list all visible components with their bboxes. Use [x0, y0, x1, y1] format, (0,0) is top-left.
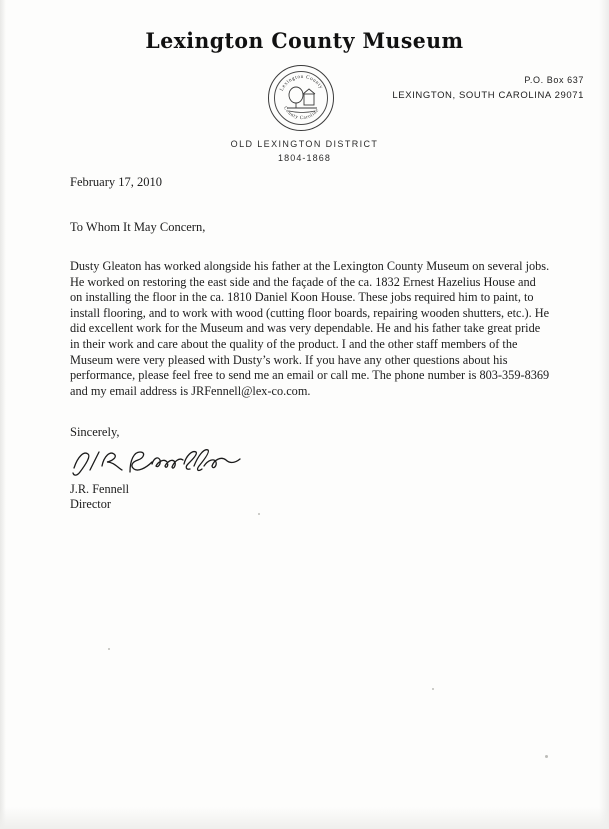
- scan-speck: [258, 513, 260, 515]
- museum-name-title: Lexington County Museum: [145, 28, 464, 53]
- letter-paragraph: Dusty Gleaton has worked alongside his father at the Lexington County Museum on several jobs. He worked on restoring the east side and the façade of the ca. 1832 Ernest Hazelius House and on installing the floor in the ca. 1810 Daniel Koon House. These jobs required him to paint, to install flooring, and to work with wood (cutting floor boards, repairing wooden shutters, etc.). He did excellent work for the Museum and was very dependable. He and his father take great pride in their work and care about the quality of the product. I and the other staff members of the Museum were very pleased with Dusty’s work. If you have any other questions about his performance, please feel free to send me an email or call me. The phone number is 803-359-8369 and my email address is JRFennell@lex-co.com.: [70, 259, 550, 398]
- letter-closing: Sincerely,: [70, 425, 120, 440]
- letterhead-header-block: [0, 65, 609, 175]
- scan-speck: [432, 688, 434, 690]
- address-line-2: LEXINGTON, SOUTH CAROLINA 29071: [392, 90, 584, 101]
- mailing-address: [352, 73, 584, 103]
- address-line-1: P.O. Box 637: [524, 75, 584, 85]
- district-label: OLD LEXINGTON DISTRICT: [230, 139, 379, 149]
- svg-text:County Caroline: County Caroline: [282, 105, 321, 122]
- letter-salutation: To Whom It May Concern,: [70, 220, 206, 234]
- scan-speck: [108, 648, 110, 650]
- signer-name: J.R. Fennell: [70, 482, 130, 497]
- svg-text:Lexington County: Lexington County: [278, 73, 325, 93]
- scan-speck: [545, 755, 548, 758]
- letterhead: [0, 0, 609, 53]
- scan-edge-bottom: [0, 807, 609, 829]
- district-years: 1804-1868: [278, 153, 331, 163]
- signature-image: [70, 442, 551, 482]
- signer-title: Director: [70, 497, 111, 512]
- museum-seal-icon: [268, 65, 334, 131]
- letter-body: [70, 175, 551, 512]
- district-caption: [0, 137, 609, 165]
- letter-date: February 17, 2010: [70, 175, 162, 189]
